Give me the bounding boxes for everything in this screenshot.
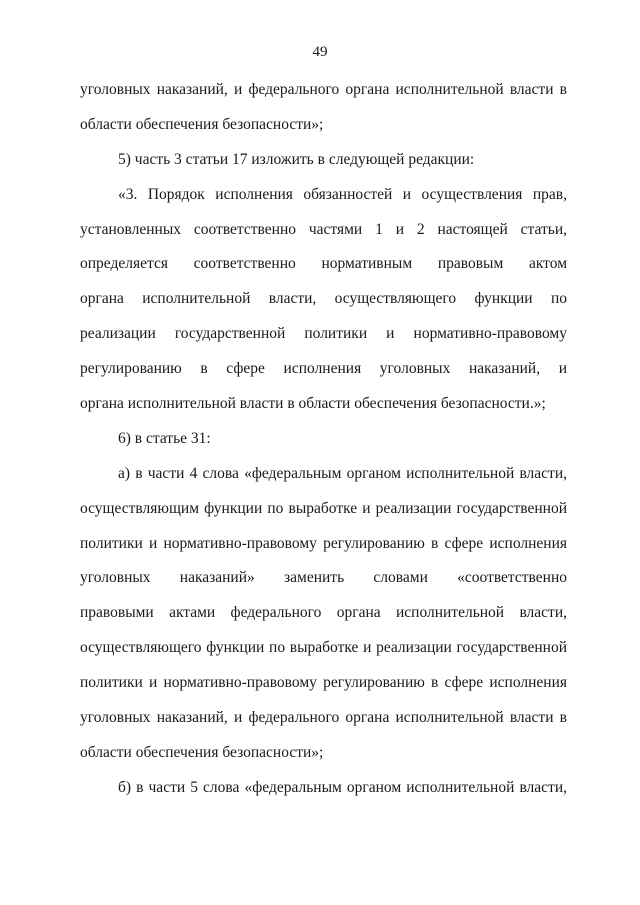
text-line: 6) в статье 31: — [118, 429, 211, 447]
text-line: осуществляющего функции по выработке и реализации государственной — [80, 639, 567, 657]
text-line: уголовных наказаний, и федерального органа исполнительной власти в — [80, 709, 567, 727]
text-line: 5) часть 3 статьи 17 изложить в следующей редакции: — [118, 150, 475, 168]
body-text — [80, 73, 567, 806]
text-line: политики и нормативно-правовому регулированию в сфере исполнения — [80, 534, 567, 552]
text-line: органа исполнительной власти в области обеспечения безопасности.»; — [80, 395, 546, 413]
page-number: 49 — [312, 44, 328, 60]
text-line: уголовных наказаний, и федерального органа исполнительной власти в — [80, 81, 567, 98]
text-line: а) в части 4 слова «федеральным органом исполнительной власти, — [118, 464, 567, 482]
text-line: органа исполнительной власти, осуществляющего функции по — [80, 290, 567, 308]
text-line: б) в части 5 слова «федеральным органом исполнительной власти, — [118, 778, 567, 796]
text-line: определяется соответственно нормативным правовым актом — [80, 255, 567, 273]
text-line: регулированию в сфере исполнения уголовных наказаний, и — [80, 360, 567, 378]
text-line: уголовных наказаний» заменить словами «соответственно — [80, 569, 567, 587]
text-line: области обеспечения безопасности»; — [80, 743, 324, 761]
text-line: правовыми актами федерального органа исполнительной власти, — [80, 604, 567, 622]
text-line: политики и нормативно-правовому регулированию в сфере исполнения — [80, 674, 567, 692]
text-line: области обеспечения безопасности»; — [80, 115, 324, 133]
text-line: «3. Порядок исполнения обязанностей и осуществления прав, — [118, 185, 567, 203]
text-line: установленных соответственно частями 1 и 2 настоящей статьи, — [80, 220, 567, 238]
text-line: реализации государственной политики и нормативно-правовому — [80, 325, 567, 343]
text-line: осуществляющим функции по выработке и реализации государственной — [80, 499, 567, 517]
